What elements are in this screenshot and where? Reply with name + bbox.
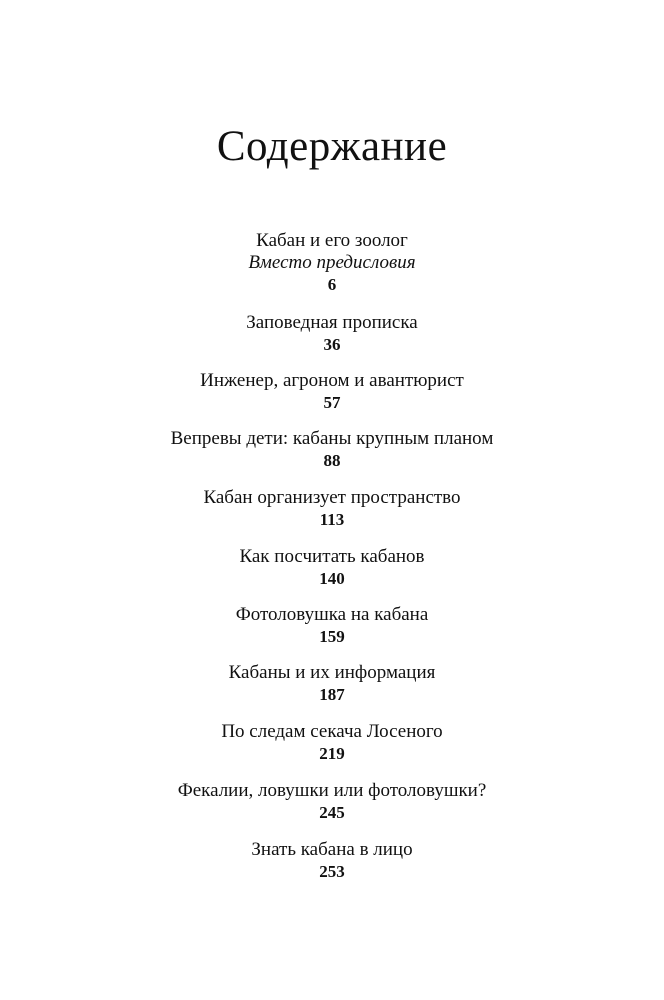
toc-entry-page: 253: [319, 862, 345, 881]
toc-entry-page: 159: [319, 627, 345, 646]
toc-entry-title: Вепревы дети: кабаны крупным планом: [170, 428, 494, 449]
toc-entry[interactable]: [0, 487, 664, 531]
toc-entry-title: Инженер, агроном и авантюрист: [200, 370, 464, 391]
toc-entry[interactable]: [0, 312, 664, 356]
toc-entry[interactable]: [0, 546, 664, 590]
toc-entry[interactable]: [0, 604, 664, 648]
toc-entry-page: 88: [323, 451, 341, 470]
toc-entry[interactable]: [0, 230, 664, 296]
toc-entry-page: 57: [323, 393, 341, 412]
toc-entry-page: 113: [319, 510, 345, 529]
toc-entry-subtitle: Вместо предисловия: [248, 252, 416, 273]
toc-entry-title: Фекалии, ловушки или фотоловушки?: [177, 780, 487, 801]
toc-entry-title: Фотоловушка на кабана: [235, 604, 429, 625]
toc-entry[interactable]: [0, 662, 664, 706]
toc-entry-page: 219: [319, 744, 345, 763]
toc-entry-title: Знать кабана в лицо: [251, 839, 413, 860]
toc-entry[interactable]: [0, 839, 664, 883]
toc-entry[interactable]: [0, 721, 664, 765]
toc-entry-title: Заповедная прописка: [246, 312, 418, 333]
toc-entry-page: 140: [319, 569, 345, 588]
toc-entry-title: Кабан и его зоолог: [256, 230, 408, 251]
toc-entry-title: Кабаны и их информация: [228, 662, 436, 683]
toc-entry-page: 6: [327, 275, 337, 294]
toc-entry[interactable]: [0, 370, 664, 414]
toc-entry-page: 187: [319, 685, 345, 704]
toc-entry-title: Как посчитать кабанов: [239, 546, 425, 567]
toc-entry-title: По следам секача Лосеного: [221, 721, 443, 742]
page-title: Содержание: [216, 123, 448, 170]
toc-entry-page: 36: [323, 335, 341, 354]
toc-entry[interactable]: [0, 780, 664, 824]
toc-entry-title: Кабан организует пространство: [203, 487, 461, 508]
toc-entry-page: 245: [319, 803, 345, 822]
toc-entry[interactable]: [0, 428, 664, 472]
